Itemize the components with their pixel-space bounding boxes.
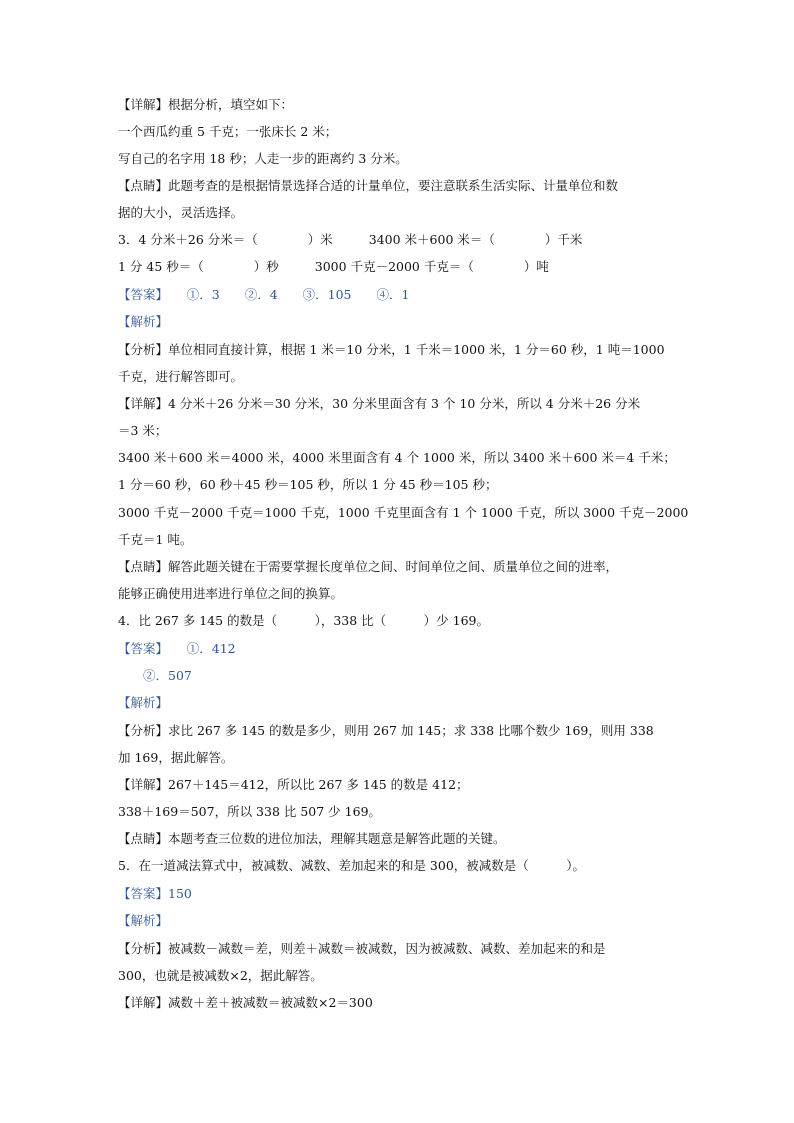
key-point-q4: 【点睛】本题考查三位数的进位加法，理解其题意是解答此题的关键。 (118, 831, 506, 846)
detail-q4: 【详解】267＋145＝412，所以比 267 多 145 的数是 412； (118, 777, 469, 792)
detail-q3: 【详解】4 分米＋26 分米＝30 分米，30 分米里面含有 3 个 10 分米，所以 4 分米＋26 分米 (118, 396, 641, 411)
text-line: 338＋169＝507，所以 338 比 507 少 169。 (118, 804, 382, 819)
detail-heading-q2: 【详解】根据分析，填空如下： (118, 97, 294, 112)
text-line: 加 169，据此解答。 (118, 750, 234, 765)
key-point-q3: 【点睛】解答此题关键在于需要掌握长度单位之间、时间单位之间、质量单位之间的进率， (118, 559, 619, 574)
text-line: ＝3 米； (118, 423, 168, 438)
answer-q5: 【答案】150 (118, 886, 192, 901)
text-line: 千克，进行解答即可。 (118, 369, 244, 384)
text-line: 1 分＝60 秒，60 秒＋45 秒＝105 秒，所以 1 分 45 秒＝105 秒； (118, 477, 498, 492)
answer-q4: 【答案】 ①．412 (118, 641, 236, 656)
key-point-q2: 【点睛】此题考查的是根据情景选择合适的计量单位，要注意联系生活实际、计量单位和数 (118, 178, 619, 193)
analysis-q4: 【分析】求比 267 多 145 的数是多少，则用 267 加 145；求 338 比哪个数少 169，则用 338 (118, 723, 654, 738)
analysis-q3: 【分析】单位相同直接计算，根据 1 米＝10 分米，1 千米＝1000 米，1 分＝60 秒，1 吨＝1000 (118, 342, 665, 357)
question-3-part-a: 3．4 分米＋26 分米＝（ ）米 (118, 232, 333, 247)
question-3 (118, 231, 676, 249)
text-line: 千克＝1 吨。 (118, 532, 193, 547)
question-3-part-b: 3400 米＋600 米＝（ ）千米 (368, 232, 583, 247)
text-line: 一个西瓜约重 5 千克；一张床长 2 米； (118, 124, 338, 139)
detail-q5: 【详解】减数＋差＋被减数＝被减数×2＝300 (118, 995, 373, 1010)
analysis-label-q5: 【解析】 (118, 913, 169, 928)
text-line: 300，也就是被减数×2，据此解答。 (118, 968, 323, 983)
question-5: 5．在一道减法算式中，被减数、减数、差加起来的和是 300，被减数是（ ）。 (118, 858, 586, 873)
analysis-q5: 【分析】被减数－减数＝差，则差＋减数＝被减数，因为被减数、减数、差加起来的和是 (118, 941, 606, 956)
question-3-part-d: 3000 千克－2000 千克＝（ ）吨 (314, 259, 549, 274)
question-4: 4．比 267 多 145 的数是（ ），338 比（ ）少 169。 (118, 613, 489, 628)
question-3-line-2 (118, 258, 676, 276)
analysis-label-q3: 【解析】 (118, 314, 169, 329)
question-3-part-c: 1 分 45 秒＝（ ）秒 (118, 259, 279, 274)
answer-q3: 【答案】 ①．3 ②．4 ③．105 ④．1 (118, 287, 410, 302)
text-line: 据的大小，灵活选择。 (118, 205, 244, 220)
answer-q4-part-2: ②．507 (118, 668, 192, 683)
text-line: 能够正确使用进率进行单位之间的换算。 (118, 586, 344, 601)
text-line: 3000 千克－2000 千克＝1000 千克，1000 千克里面含有 1 个 1000 千克，所以 3000 千克－2000 (118, 505, 689, 520)
analysis-label-q4: 【解析】 (118, 695, 169, 710)
text-line: 3400 米＋600 米＝4000 米，4000 米里面含有 4 个 1000 米，所以 3400 米＋600 米＝4 千米； (118, 450, 676, 465)
text-line: 写自己的名字用 18 秒；人走一步的距离约 3 分米。 (118, 151, 408, 166)
